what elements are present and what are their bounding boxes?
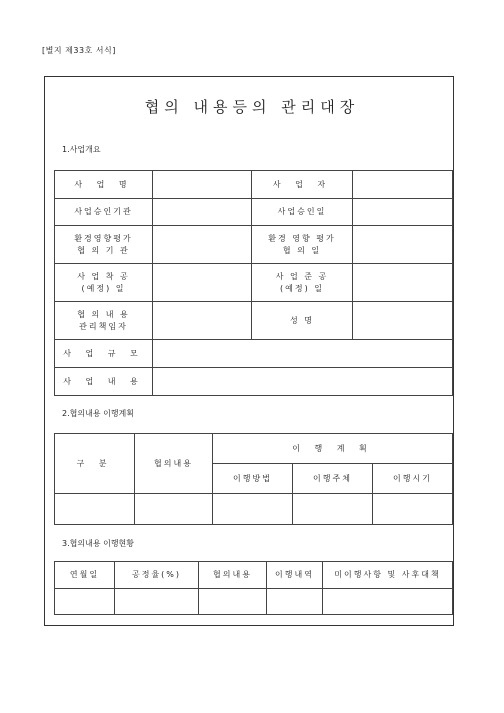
plan-cell[interactable] [213, 494, 293, 525]
status-cell[interactable] [199, 589, 267, 615]
implementation-plan-table [54, 433, 453, 525]
form-number: [별지 제33호 서식] [42, 46, 116, 55]
value-name[interactable] [353, 302, 453, 340]
header-unimplemented-measures: 미이행사항 및 사후대책 [323, 562, 453, 589]
label-business-scale: 사 업 규 모 [55, 340, 153, 368]
section2-label: 2.협의내용 이행계획 [62, 409, 134, 418]
section3-label: 3.협의내용 이행현황 [62, 539, 134, 548]
business-overview-table [54, 170, 453, 396]
label-consult-date: 환경 영향 평가 협 의 일 [252, 226, 353, 264]
header-progress-rate: 공정율(%) [115, 562, 199, 589]
label-consult-agency: 환경영향평가 협 의 기 관 [55, 226, 153, 264]
status-cell[interactable] [267, 589, 323, 615]
value-approval-date[interactable] [353, 199, 453, 226]
header-implementation-detail: 이행내역 [267, 562, 323, 589]
status-cell[interactable] [115, 589, 199, 615]
value-manager[interactable] [153, 302, 252, 340]
header-method: 이행방법 [213, 464, 293, 494]
label-approval-agency: 사업승인기관 [55, 199, 153, 226]
header-date: 연월일 [55, 562, 115, 589]
header-consult-content: 협의내용 [135, 434, 213, 494]
label-start-date: 사 업 착 공 (예정) 일 [55, 264, 153, 302]
status-cell[interactable] [323, 589, 453, 615]
value-consult-agency[interactable] [153, 226, 252, 264]
plan-cell[interactable] [55, 494, 135, 525]
label-business-operator: 사 업 자 [252, 171, 353, 199]
label-completion-date: 사 업 준 공 (예정) 일 [252, 264, 353, 302]
page-title: 협의 내용등의 관리대장 [144, 98, 360, 116]
label-name: 성 명 [252, 302, 353, 340]
header-consult-content: 협의내용 [199, 562, 267, 589]
header-time: 이행시기 [373, 464, 453, 494]
label-manager: 협 의 내 용 관리책임자 [55, 302, 153, 340]
section1-label: 1.사업개요 [62, 145, 101, 154]
label-approval-date: 사업승인일 [252, 199, 353, 226]
value-start-date[interactable] [153, 264, 252, 302]
header-category: 구 분 [55, 434, 135, 494]
plan-cell[interactable] [135, 494, 213, 525]
value-business-operator[interactable] [353, 171, 453, 199]
value-completion-date[interactable] [353, 264, 453, 302]
plan-cell[interactable] [293, 494, 373, 525]
label-business-content: 사 업 내 용 [55, 368, 153, 396]
plan-cell[interactable] [373, 494, 453, 525]
value-approval-agency[interactable] [153, 199, 252, 226]
header-agent: 이행주체 [293, 464, 373, 494]
implementation-status-table [54, 561, 453, 615]
value-business-name[interactable] [153, 171, 252, 199]
label-business-name: 사 업 명 [55, 171, 153, 199]
value-consult-date[interactable] [353, 226, 453, 264]
status-cell[interactable] [55, 589, 115, 615]
value-business-content[interactable] [153, 368, 453, 396]
value-business-scale[interactable] [153, 340, 453, 368]
header-implementation-plan: 이 행 계 획 [213, 434, 453, 464]
